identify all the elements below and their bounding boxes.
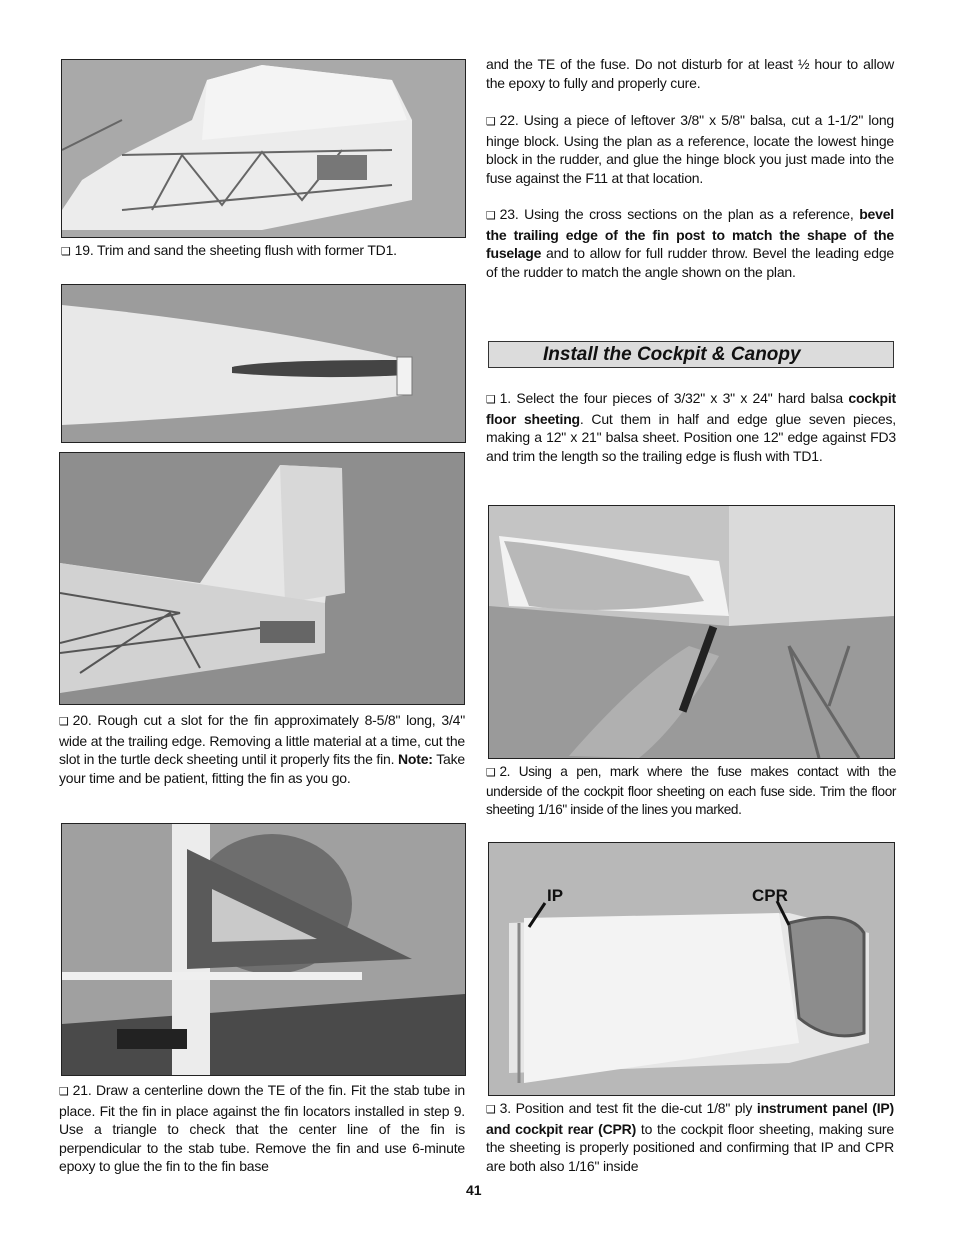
checkbox-icon[interactable]: ❑ [61,245,71,258]
photo-turtle-deck-slot [61,284,466,443]
step-22-text: ❑ 22. Using a piece of leftover 3/8" x 5/8" balsa, cut a 1-1/2" long hinge block. Using the plan as a reference, locate the lowest hinge block in the rudder, and glue the hinge block you just made into the fuse against the F11 at that location. [486,112,894,186]
cockpit-step-3-text: ❑ 3. Position and test fit the die-cut 1/8" ply instrument panel (IP) and cockpit rear (CPR) to the cockpit floor sheeting, making sure the sheeting is properly positioned and confirming that IP and CPR are both also 1/16" inside [486,1100,894,1174]
checkbox-icon[interactable]: ❑ [486,393,496,406]
step-21-text: ❑ 21. Draw a centerline down the TE of the fin. Fit the stab tube in place. Fit the fin in place against the fin locators installed in step 9. Use a triangle to check that the center line of the fin is perpendicular to the stab tube. Remove the fin and use 6-minute epoxy to glue the fin to the fin base [59,1082,465,1175]
checkbox-icon[interactable]: ❑ [486,115,496,128]
photo-ip-cpr [488,842,895,1096]
section-title: Install the Cockpit & Canopy [543,344,801,365]
step-20-text: ❑ 20. Rough cut a slot for the fin approximately 8-5/8" long, 3/4" wide at the trailing edge. Removing a little material at a time, cut the slot in the turtle deck sheeting until it properly fits the fin. Note: Take your time and be patient, fitting the fin as you go. [59,712,466,786]
photo-fuselage-sheeting [61,59,466,238]
photo-triangle-check [61,823,466,1076]
label-ip: IP [547,886,564,905]
checkbox-icon[interactable]: ❑ [59,715,69,728]
continued-text: and the TE of the fuse. Do not disturb for at least ½ hour to allow the epoxy to fully and properly cure. [486,56,894,91]
checkbox-icon[interactable]: ❑ [486,766,496,779]
section-heading [488,341,894,368]
photo-fin-fitted [59,452,465,705]
checkbox-icon[interactable]: ❑ [59,1085,69,1098]
step-19-text: ❑ 19. Trim and sand the sheeting flush with former TD1. [61,242,397,258]
photo-marking-floor [488,505,895,759]
label-cpr: CPR [752,886,788,905]
cockpit-step-1-text: ❑ 1. Select the four pieces of 3/32" x 3" x 24" hard balsa cockpit floor sheeting. Cut them in half and edge glue seven pieces, making a 12" x 21" balsa sheet. Position one 12" edge against FD3 and trim the length so the trailing edge is flush with TD1. [486,390,896,464]
checkbox-icon[interactable]: ❑ [486,209,496,222]
step-23-text: ❑ 23. Using the cross sections on the plan as a reference, bevel the trailing edge of the fin post to match the shape of the fuselage and to allow for full rudder throw. Bevel the leading edge of the rudder to match the angle shown on the plan. [486,206,894,280]
checkbox-icon[interactable]: ❑ [486,1103,496,1116]
page-number: 41 [466,1182,482,1198]
cockpit-step-2-text: ❑ 2. Using a pen, mark where the fuse makes contact with the underside of the cockpit floor sheeting on each fuse side. Trim the floor sheeting 1/16" inside of the lines you marked. [486,764,896,818]
